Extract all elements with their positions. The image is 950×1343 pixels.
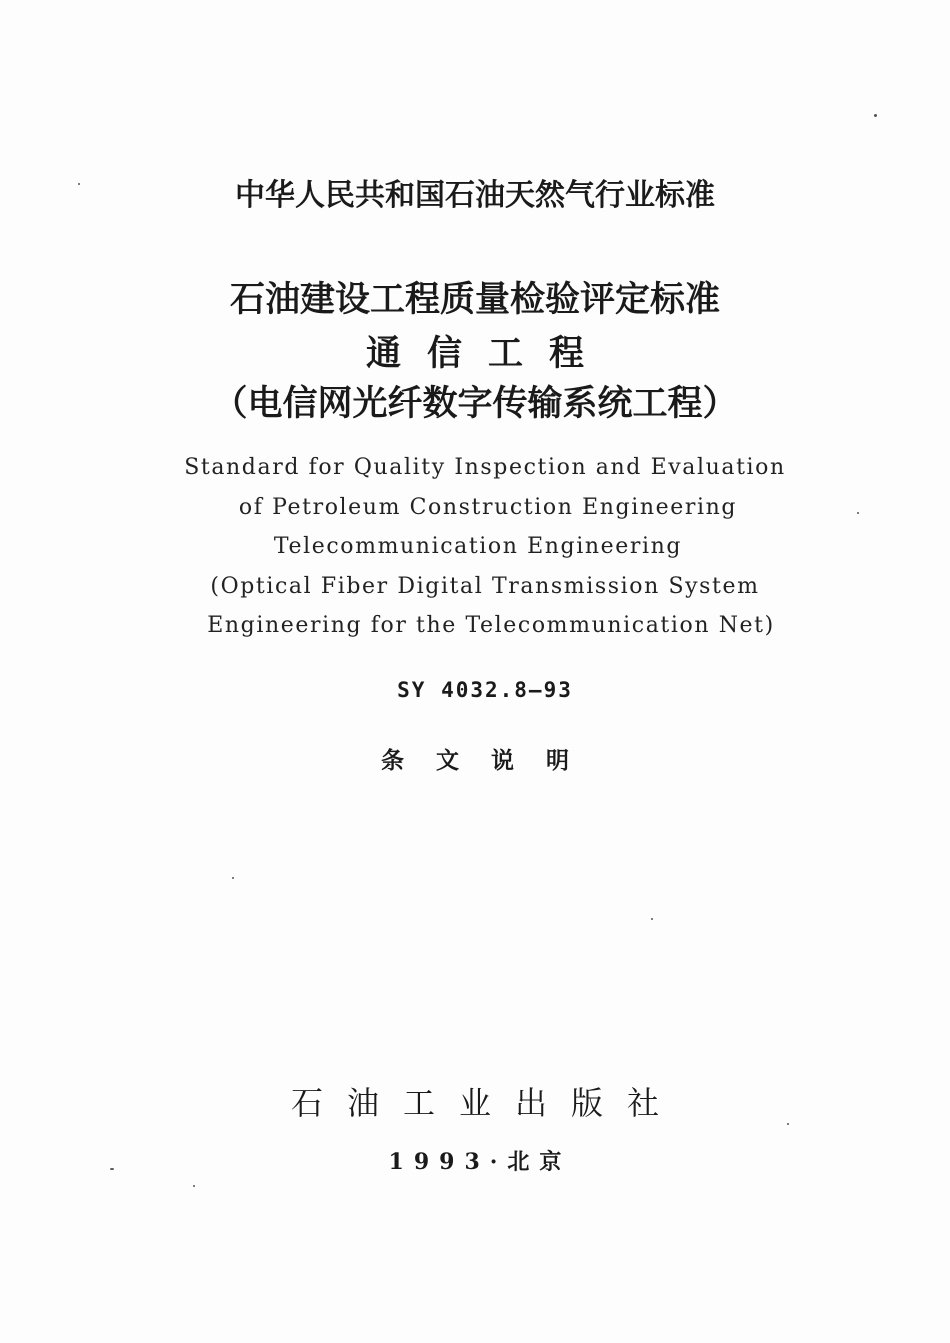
title-line-2: 通信工程 [365,333,610,374]
english-title-line-3: Telecommunication Engineering [273,534,683,559]
title-line-3: （电信网光纤数字传输系统工程） [212,383,738,424]
english-title-line-2: of Petroleum Construction Engineering [238,495,738,520]
scan-speck [787,1123,789,1125]
scan-speck [232,877,234,879]
explanation-heading: 条文说明 [381,747,601,774]
scan-speck [651,918,653,920]
scan-speck [193,1185,195,1187]
scan-speck [874,114,877,117]
standard-code: SY 4032.8—93 [397,678,573,702]
english-title-line-1: Standard for Quality Inspection and Evaluation [184,455,786,480]
scan-speck [857,512,859,514]
scan-speck [78,183,80,185]
publisher-name: 石油工业出版社 [290,1084,683,1122]
publication-year-place: 1993·北京 [388,1149,572,1175]
standard-series: 中华人民共和国石油天然气行业标准 [235,178,715,213]
english-title-line-5: Engineering for the Telecommunication Net) [207,613,775,638]
scan-speck [110,1168,114,1170]
title-line-1: 石油建设工程质量检验评定标准 [229,279,720,320]
english-title-line-4: (Optical Fiber Digital Transmission System [210,574,760,599]
